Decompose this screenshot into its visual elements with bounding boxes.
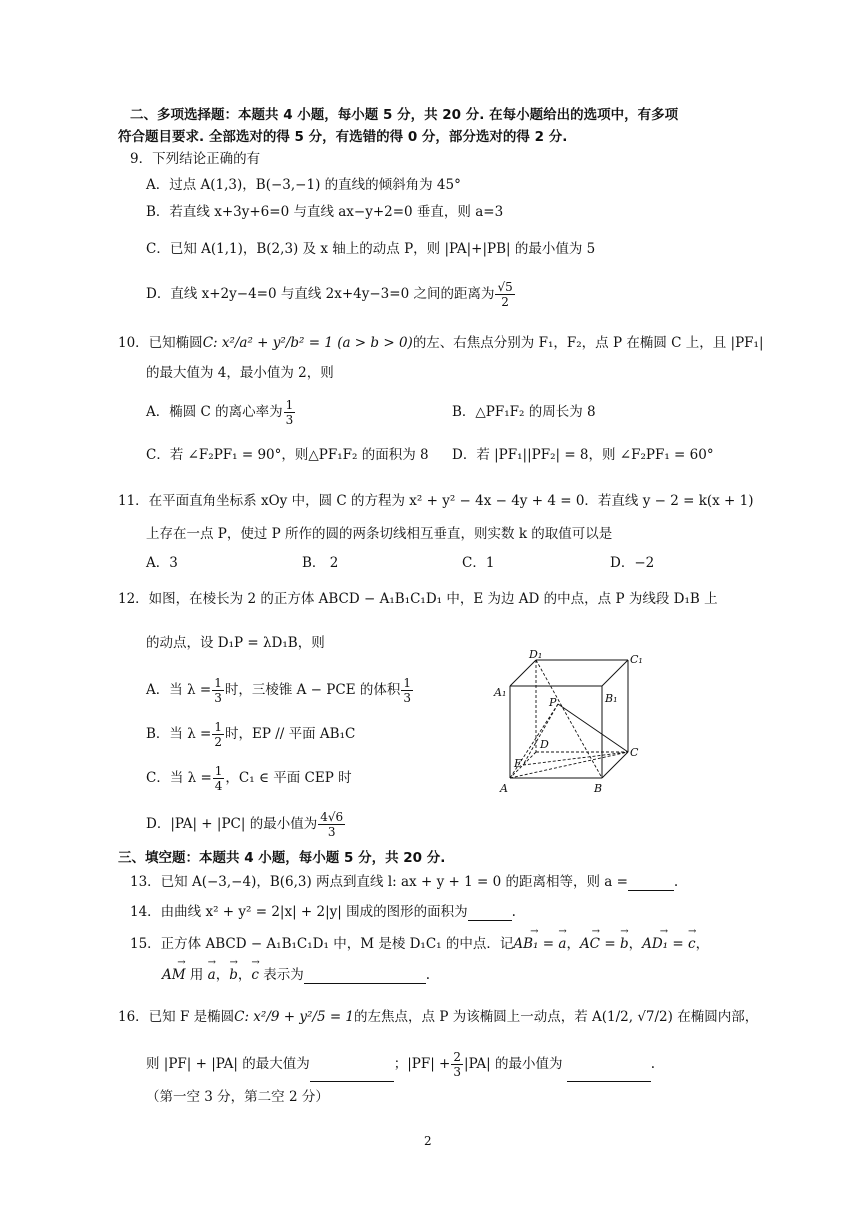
q16-answer-blank-2[interactable]: [567, 1067, 651, 1082]
q15-prefix: 15．正方体 ABCD − A₁B₁C₁D₁ 中，M 是棱 D₁C₁ 的中点．记: [130, 936, 514, 952]
label-e: E: [514, 757, 523, 770]
label-d1: D₁: [529, 648, 543, 661]
q16-text-b: ；|PF| +: [393, 1056, 451, 1072]
q10-a-num: 1: [285, 398, 294, 412]
vector-ab1: → AB₁: [513, 935, 538, 953]
q9-option-c: C．已知 A(1,1)，B(2,3) 及 x 轴上的动点 P，则 |PA|+|PB| 的最小值为 5: [146, 241, 596, 257]
q10-prefix: 10．已知椭圆: [118, 335, 203, 351]
q12-b-lambda-den: 2: [214, 735, 223, 749]
q9-d-denominator: 2: [501, 295, 509, 309]
q12-a-text: A．当 λ =: [146, 682, 212, 698]
vector-a: → a: [558, 935, 566, 953]
seg-e-c: [523, 752, 628, 765]
q10-suffix: 的左、右焦点分别为 F₁，F₂，点 P 在椭圆 C 上，且 |PF₁|: [412, 335, 764, 351]
q12-a-lambda: [212, 676, 224, 705]
q12-a-lambda-den: 3: [214, 691, 222, 705]
q12-a-volume-num: 1: [403, 676, 411, 690]
q13-end: .: [673, 874, 679, 890]
q16-text-c: |PA| 的最小值为: [464, 1056, 563, 1072]
q12-d-den: 3: [327, 825, 336, 839]
q9-option-a: A．过点 A(1,3)，B(−3,−1) 的直线的倾斜角为 45°: [146, 177, 461, 193]
q9-option-d-fraction: [495, 280, 514, 309]
q16-fraction: [451, 1050, 463, 1079]
q12-b-lambda-num: 1: [214, 720, 223, 734]
q15-eq1: =: [538, 936, 559, 952]
label-c1: C₁: [630, 653, 643, 666]
q12-option-d: [146, 806, 346, 842]
q10-a-den: 3: [285, 413, 294, 427]
vector-ad1: → AD₁: [642, 935, 668, 953]
q10-ellipse-equation: C: x²/a² + y²/b² = 1 (a > b > 0): [202, 335, 413, 351]
q16-mid: 的左焦点，点 P 为该椭圆上一动点，若 A(1/2, √7/2) 在椭圆内部，: [354, 1009, 759, 1025]
q12-a-volume-den: 3: [403, 691, 411, 705]
q12-option-a: [146, 672, 414, 708]
q15-answer-blank[interactable]: [304, 969, 426, 984]
edge-c1-b1: [602, 660, 628, 686]
seg-p-c: [558, 704, 628, 752]
q15-sep1: ，: [566, 936, 580, 952]
q15-text-a: 用: [185, 967, 208, 983]
q9-option-d: [146, 274, 516, 314]
cube-figure: [492, 646, 652, 798]
label-b: B: [594, 782, 603, 795]
q12-option-b: [146, 716, 355, 752]
seg-a-c: [510, 752, 628, 778]
q15-end: .: [425, 967, 431, 983]
q16-prefix: 16．已知 F 是椭圆: [118, 1009, 235, 1025]
q12-c-text: C．当 λ =: [146, 770, 212, 786]
diag-d1-b: [536, 660, 602, 778]
label-b1: B₁: [605, 692, 618, 705]
q12-d-num: 4√6: [320, 810, 344, 824]
label-a1: A₁: [494, 686, 507, 699]
q12-option-c: [146, 760, 352, 796]
q9-d-numerator: √5: [497, 280, 513, 294]
q11-option-a: A．3: [146, 555, 178, 571]
q10-a-fraction: [284, 398, 296, 427]
edge-b-c: [602, 752, 628, 778]
q10-option-c: C．若 ∠F₂PF₁ = 90°，则△PF₁F₂ 的面积为 8: [146, 447, 429, 463]
q12-c-lambda: [213, 764, 225, 793]
q15-text-b: ，: [215, 967, 230, 983]
q12-b-lambda: [212, 720, 224, 749]
seg-p-e: [523, 704, 558, 765]
q10-a-text: A．椭圆 C 的离心率为: [146, 404, 283, 420]
q10-option-b: B．△PF₁F₂ 的周长为 8: [452, 404, 596, 420]
q16-ellipse-equation: C: x²/9 + y²/5 = 1: [234, 1009, 355, 1025]
q11-option-d: D．−2: [610, 555, 655, 571]
q10-option-d: D．若 |PF₁||PF₂| = 8，则 ∠F₂PF₁ = 60°: [452, 447, 714, 463]
q11-option-b: B． 2: [302, 555, 339, 571]
vector-c-2: → c: [251, 966, 259, 984]
q12-a-mid: 时，三棱锥 A − PCE 的体积: [224, 682, 401, 698]
label-p: P: [549, 696, 557, 709]
q12-b-text: B．当 λ =: [146, 726, 212, 742]
q9-stem: 9．下列结论正确的有: [130, 151, 261, 167]
section-2-heading-cont: 符合题目要求. 全部选对的得 5 分，有选错的得 0 分，部分选对的得 2 分.: [118, 129, 568, 145]
vector-a-2: → a: [208, 966, 216, 984]
q12-d-text: D．|PA| + |PC| 的最小值为: [146, 816, 318, 832]
q14-text: 14．由曲线 x² + y² = 2|x| + 2|y| 围成的图形的面积为: [130, 904, 468, 920]
vector-am: → AM: [162, 966, 186, 984]
label-a: A: [500, 782, 508, 795]
q10-line-1: [118, 334, 764, 352]
q9-option-b: B．若直线 x+3y+6=0 与直线 ax−y+2=0 垂直，则 a=3: [146, 204, 504, 220]
q12-a-lambda-num: 1: [214, 676, 222, 690]
label-d: D: [540, 738, 549, 751]
q12-c-lambda-den: 4: [214, 779, 223, 793]
q16-fraction-den: 3: [453, 1065, 462, 1079]
q12-a-volume: [401, 676, 413, 705]
label-c: C: [630, 746, 639, 759]
section-3-heading: 三、填空题：本题共 4 小题，每小题 5 分，共 20 分.: [118, 850, 446, 866]
q13-text: 13．已知 A(−3,−4)，B(6,3) 两点到直线 l: ax + y + 1 = 0 的距离相等，则 a =: [130, 874, 628, 890]
q16-answer-blank-1[interactable]: [310, 1067, 394, 1082]
q11-line-2: 上存在一点 P，使过 P 所作的圆的两条切线相互垂直，则实数 k 的取值可以是: [146, 526, 613, 542]
vector-c: → c: [688, 935, 696, 953]
q13-answer-blank[interactable]: [628, 876, 674, 891]
q15-eq3: =: [668, 936, 688, 952]
vector-ac: → AC: [580, 935, 600, 953]
q16-fraction-num: 2: [453, 1050, 462, 1064]
q15-text-c: ，: [237, 967, 252, 983]
q12-c-lambda-num: 1: [214, 764, 223, 778]
q15-line-2: [162, 966, 430, 984]
q12-line-2: 的动点，设 D₁P = λD₁B，则: [146, 635, 325, 651]
q10-line-2: 的最大值为 4，最小值为 2，则: [146, 365, 334, 381]
q16-line-1: [118, 1008, 758, 1026]
q15-eq2: =: [600, 936, 620, 952]
page-number: 2: [424, 1134, 432, 1148]
q14: [130, 903, 516, 921]
q16-text-a: 则 |PF| + |PA| 的最大值为: [146, 1056, 310, 1072]
q12-line-1: 12．如图，在棱长为 2 的正方体 ABCD − A₁B₁C₁D₁ 中，E 为边 AD 的中点，点 P 为线段 D₁B 上: [118, 591, 718, 607]
q15-sep3: ，: [695, 936, 710, 952]
q16-note: （第一空 3 分，第二空 2 分）: [146, 1089, 329, 1105]
q16-end: .: [650, 1056, 656, 1072]
q15-text-d: 表示为: [258, 967, 304, 983]
q15-sep2: ，: [628, 936, 643, 952]
q9-option-d-text: D．直线 x+2y−4=0 与直线 2x+4y−3=0 之间的距离为: [146, 286, 495, 302]
q11-option-c: C．1: [462, 555, 495, 571]
q14-end: .: [511, 904, 516, 920]
q14-answer-blank[interactable]: [468, 906, 512, 921]
q11-line-1: 11．在平面直角坐标系 xOy 中，圆 C 的方程为 x² + y² − 4x − 4y + 4 = 0．若直线 y − 2 = k(x + 1): [118, 493, 754, 509]
q12-b-mid: 时，EP // 平面 AB₁C: [225, 726, 356, 742]
q13: [130, 873, 678, 891]
vector-b-2: → b: [229, 966, 238, 984]
q12-d-fraction: [318, 810, 345, 839]
q15-line-1: [130, 935, 709, 953]
edge-d1-a1: [510, 660, 536, 686]
q10-option-a: [146, 394, 296, 430]
section-2-heading: 二、多项选择题：本题共 4 小题，每小题 5 分，共 20 分. 在每小题给出的选项中，有多项: [130, 107, 679, 123]
q12-c-mid: ，C₁ ∈ 平面 CEP 时: [225, 770, 352, 786]
vector-b: → b: [620, 935, 629, 953]
q16-line-2: [146, 1046, 655, 1082]
